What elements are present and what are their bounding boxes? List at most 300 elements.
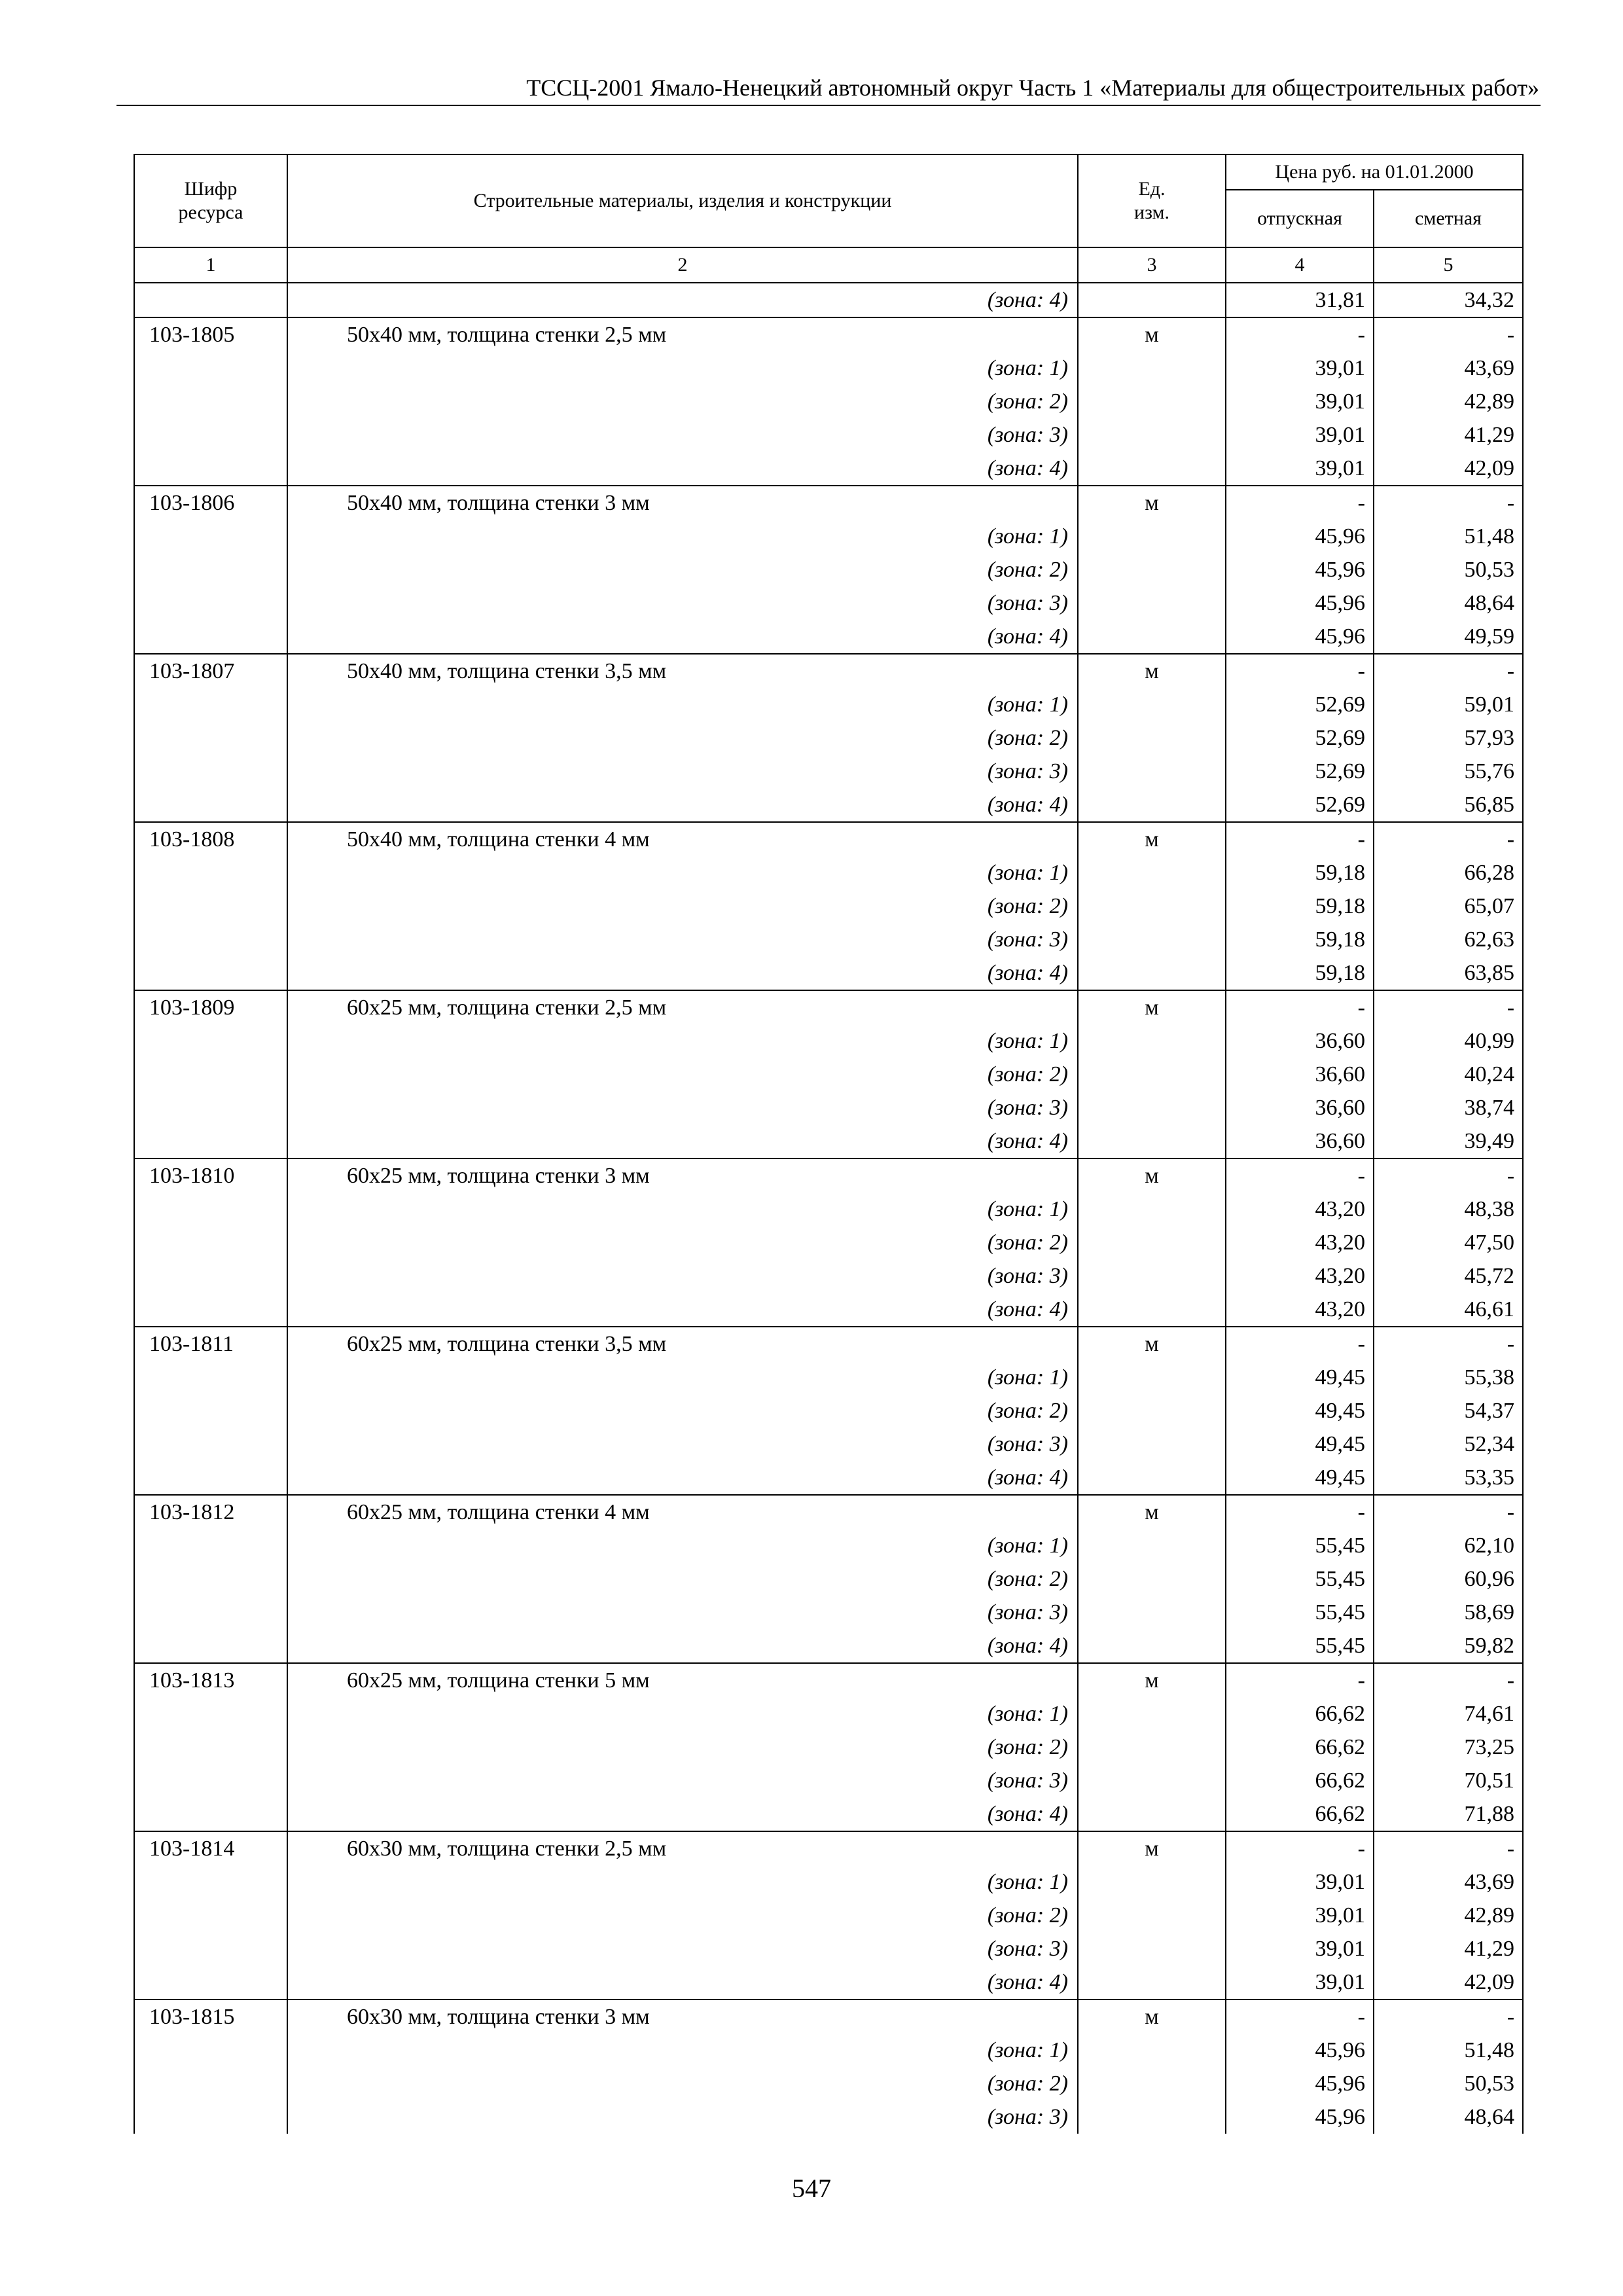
table-row: [134, 990, 1523, 1024]
resource-code-cell: [134, 1697, 287, 1731]
zone-label: (зона: 4): [287, 956, 1078, 990]
resource-code-cell: [134, 1427, 287, 1461]
zone-label: (зона: 1): [287, 1361, 1078, 1394]
zone-label: (зона: 4): [287, 452, 1078, 486]
table-row: [134, 1731, 1523, 1764]
release-price: 45,96: [1226, 553, 1374, 586]
resource-code-cell: [134, 1259, 287, 1293]
release-price: 49,45: [1226, 1361, 1374, 1394]
release-price: -: [1226, 486, 1374, 520]
unit-cell: [1078, 956, 1226, 990]
unit-cell: [1078, 1427, 1226, 1461]
unit-cell: [1078, 1024, 1226, 1058]
resource-code-cell: [134, 1024, 287, 1058]
col-header-release: отпускная: [1226, 190, 1374, 247]
unit-cell: м: [1078, 2000, 1226, 2034]
release-price: 39,01: [1226, 418, 1374, 452]
estimate-price: 58,69: [1374, 1596, 1523, 1629]
release-price: 45,96: [1226, 2100, 1374, 2134]
resource-code: 103-1805: [134, 317, 287, 351]
material-name: 50х40 мм, толщина стенки 4 мм: [287, 822, 1078, 856]
table-body: [134, 283, 1523, 2134]
zone-label: (зона: 2): [287, 1058, 1078, 1091]
zone-label: (зона: 4): [287, 788, 1078, 822]
estimate-price: -: [1374, 654, 1523, 688]
table-row: [134, 1965, 1523, 2000]
table-row: [134, 1562, 1523, 1596]
release-price: 36,60: [1226, 1058, 1374, 1091]
estimate-price: 43,69: [1374, 1865, 1523, 1899]
zone-label: (зона: 1): [287, 1865, 1078, 1899]
unit-cell: [1078, 788, 1226, 822]
release-price: 43,20: [1226, 1193, 1374, 1226]
release-price: 66,62: [1226, 1731, 1374, 1764]
table-row: [134, 1259, 1523, 1293]
unit-cell: [1078, 1461, 1226, 1495]
unit-cell: [1078, 1226, 1226, 1259]
estimate-price: 51,48: [1374, 2034, 1523, 2067]
unit-cell: [1078, 1596, 1226, 1629]
estimate-price: 42,89: [1374, 385, 1523, 418]
release-price: 39,01: [1226, 452, 1374, 486]
col-header-unit: Ед. изм.: [1078, 154, 1226, 247]
estimate-price: 62,63: [1374, 923, 1523, 956]
estimate-price: 66,28: [1374, 856, 1523, 889]
table-row: [134, 283, 1523, 317]
zone-label: (зона: 4): [287, 620, 1078, 654]
zone-label: (зона: 2): [287, 1394, 1078, 1427]
resource-code-cell: [134, 1562, 287, 1596]
col-number-4: 4: [1226, 247, 1374, 283]
zone-label: (зона: 1): [287, 1697, 1078, 1731]
release-price: 43,20: [1226, 1293, 1374, 1327]
zone-label: (зона: 3): [287, 1932, 1078, 1965]
estimate-price: 38,74: [1374, 1091, 1523, 1124]
release-price: 52,69: [1226, 721, 1374, 755]
estimate-price: 50,53: [1374, 553, 1523, 586]
unit-cell: [1078, 1797, 1226, 1831]
table-row: [134, 1831, 1523, 1865]
resource-code-cell: [134, 1797, 287, 1831]
unit-cell: [1078, 620, 1226, 654]
resource-code: 103-1811: [134, 1327, 287, 1361]
table-row: [134, 1461, 1523, 1495]
release-price: -: [1226, 1158, 1374, 1193]
unit-cell: [1078, 755, 1226, 788]
release-price: 66,62: [1226, 1764, 1374, 1797]
resource-code: 103-1806: [134, 486, 287, 520]
table-row: [134, 1663, 1523, 1697]
unit-cell: [1078, 1259, 1226, 1293]
estimate-price: 62,10: [1374, 1529, 1523, 1562]
estimate-price: -: [1374, 1495, 1523, 1529]
estimate-price: -: [1374, 1158, 1523, 1193]
estimate-price: 59,01: [1374, 688, 1523, 721]
table-row: [134, 317, 1523, 351]
estimate-price: 48,64: [1374, 2100, 1523, 2134]
table-row: [134, 452, 1523, 486]
estimate-price: 48,38: [1374, 1193, 1523, 1226]
table-row: [134, 385, 1523, 418]
resource-code-cell: [134, 620, 287, 654]
table-row: [134, 688, 1523, 721]
zone-label: (зона: 2): [287, 385, 1078, 418]
resource-code-cell: [134, 1193, 287, 1226]
release-price: 49,45: [1226, 1394, 1374, 1427]
estimate-price: 65,07: [1374, 889, 1523, 923]
resource-code: 103-1813: [134, 1663, 287, 1697]
zone-label: (зона: 2): [287, 1562, 1078, 1596]
resource-code-cell: [134, 1629, 287, 1663]
release-price: -: [1226, 1831, 1374, 1865]
release-price: 43,20: [1226, 1226, 1374, 1259]
unit-cell: [1078, 586, 1226, 620]
table-row: [134, 351, 1523, 385]
unit-cell: [1078, 385, 1226, 418]
material-name: 60х25 мм, толщина стенки 3,5 мм: [287, 1327, 1078, 1361]
release-price: 66,62: [1226, 1797, 1374, 1831]
release-price: -: [1226, 990, 1374, 1024]
release-price: 49,45: [1226, 1427, 1374, 1461]
release-price: 66,62: [1226, 1697, 1374, 1731]
unit-cell: м: [1078, 1495, 1226, 1529]
resource-code: 103-1808: [134, 822, 287, 856]
resource-code-cell: [134, 351, 287, 385]
unit-cell: [1078, 418, 1226, 452]
zone-label: (зона: 3): [287, 1259, 1078, 1293]
price-table: [134, 154, 1524, 2134]
unit-cell: [1078, 283, 1226, 317]
zone-label: (зона: 3): [287, 923, 1078, 956]
estimate-price: 51,48: [1374, 520, 1523, 553]
unit-cell: [1078, 2067, 1226, 2100]
zone-label: (зона: 4): [287, 1629, 1078, 1663]
table-row: [134, 788, 1523, 822]
table-row: [134, 486, 1523, 520]
resource-code-cell: [134, 1124, 287, 1158]
unit-cell: [1078, 1562, 1226, 1596]
resource-code: 103-1814: [134, 1831, 287, 1865]
zone-label: (зона: 4): [287, 283, 1078, 317]
material-name: 50х40 мм, толщина стенки 3 мм: [287, 486, 1078, 520]
zone-label: (зона: 4): [287, 1293, 1078, 1327]
material-name: 60х25 мм, толщина стенки 3 мм: [287, 1158, 1078, 1193]
estimate-price: 40,24: [1374, 1058, 1523, 1091]
unit-cell: [1078, 2034, 1226, 2067]
material-name: 60х25 мм, толщина стенки 5 мм: [287, 1663, 1078, 1697]
estimate-price: -: [1374, 822, 1523, 856]
unit-cell: [1078, 1193, 1226, 1226]
table-row: [134, 1596, 1523, 1629]
estimate-price: 70,51: [1374, 1764, 1523, 1797]
resource-code-cell: [134, 755, 287, 788]
table-row: [134, 1293, 1523, 1327]
unit-cell: [1078, 1764, 1226, 1797]
zone-label: (зона: 3): [287, 418, 1078, 452]
col-number-1: 1: [134, 247, 287, 283]
table-row: [134, 1327, 1523, 1361]
table-row: [134, 1529, 1523, 1562]
release-price: 59,18: [1226, 923, 1374, 956]
resource-code-cell: [134, 2067, 287, 2100]
resource-code: 103-1810: [134, 1158, 287, 1193]
resource-code-cell: [134, 1058, 287, 1091]
resource-code-cell: [134, 452, 287, 486]
zone-label: (зона: 2): [287, 889, 1078, 923]
release-price: 55,45: [1226, 1529, 1374, 1562]
zone-label: (зона: 2): [287, 1226, 1078, 1259]
estimate-price: 56,85: [1374, 788, 1523, 822]
zone-label: (зона: 1): [287, 520, 1078, 553]
release-price: 43,20: [1226, 1259, 1374, 1293]
table-row: [134, 1427, 1523, 1461]
resource-code-cell: [134, 553, 287, 586]
unit-cell: [1078, 1865, 1226, 1899]
table-row: [134, 654, 1523, 688]
zone-label: (зона: 4): [287, 1124, 1078, 1158]
release-price: 39,01: [1226, 385, 1374, 418]
zone-label: (зона: 2): [287, 2067, 1078, 2100]
release-price: 39,01: [1226, 1965, 1374, 2000]
estimate-price: 73,25: [1374, 1731, 1523, 1764]
release-price: -: [1226, 1663, 1374, 1697]
estimate-price: 41,29: [1374, 1932, 1523, 1965]
release-price: -: [1226, 2000, 1374, 2034]
release-price: 52,69: [1226, 755, 1374, 788]
zone-label: (зона: 3): [287, 586, 1078, 620]
table-row: [134, 1865, 1523, 1899]
resource-code: 103-1807: [134, 654, 287, 688]
table-row: [134, 520, 1523, 553]
release-price: 39,01: [1226, 1899, 1374, 1932]
estimate-price: 57,93: [1374, 721, 1523, 755]
resource-code: 103-1809: [134, 990, 287, 1024]
release-price: 39,01: [1226, 1865, 1374, 1899]
estimate-price: 59,82: [1374, 1629, 1523, 1663]
estimate-price: -: [1374, 317, 1523, 351]
table-row: [134, 755, 1523, 788]
estimate-price: 46,61: [1374, 1293, 1523, 1327]
estimate-price: 34,32: [1374, 283, 1523, 317]
resource-code-cell: [134, 1394, 287, 1427]
release-price: -: [1226, 317, 1374, 351]
unit-cell: м: [1078, 654, 1226, 688]
zone-label: (зона: 1): [287, 351, 1078, 385]
resource-code-cell: [134, 856, 287, 889]
resource-code-cell: [134, 385, 287, 418]
release-price: -: [1226, 654, 1374, 688]
release-price: -: [1226, 1327, 1374, 1361]
estimate-price: -: [1374, 1327, 1523, 1361]
unit-cell: [1078, 1731, 1226, 1764]
estimate-price: 48,64: [1374, 586, 1523, 620]
unit-cell: [1078, 1529, 1226, 1562]
estimate-price: 42,09: [1374, 452, 1523, 486]
zone-label: (зона: 1): [287, 856, 1078, 889]
release-price: 55,45: [1226, 1629, 1374, 1663]
resource-code-cell: [134, 688, 287, 721]
estimate-price: 53,35: [1374, 1461, 1523, 1495]
unit-cell: м: [1078, 822, 1226, 856]
resource-code-cell: [134, 1965, 287, 2000]
col-header-estimate: сметная: [1374, 190, 1523, 247]
estimate-price: 45,72: [1374, 1259, 1523, 1293]
table-row: [134, 1024, 1523, 1058]
zone-label: (зона: 4): [287, 1965, 1078, 2000]
zone-label: (зона: 2): [287, 1731, 1078, 1764]
estimate-price: -: [1374, 1831, 1523, 1865]
estimate-price: 55,76: [1374, 755, 1523, 788]
estimate-price: 42,89: [1374, 1899, 1523, 1932]
zone-label: (зона: 2): [287, 721, 1078, 755]
table-row: [134, 553, 1523, 586]
unit-cell: м: [1078, 1158, 1226, 1193]
estimate-price: 63,85: [1374, 956, 1523, 990]
table-row: [134, 1394, 1523, 1427]
zone-label: (зона: 3): [287, 1764, 1078, 1797]
col-header-name: Строительные материалы, изделия и конструкции: [287, 154, 1078, 247]
unit-cell: [1078, 1293, 1226, 1327]
zone-label: (зона: 1): [287, 1529, 1078, 1562]
release-price: 36,60: [1226, 1124, 1374, 1158]
unit-cell: [1078, 688, 1226, 721]
running-header: ТССЦ-2001 Ямало-Ненецкий автономный округ Часть 1 «Материалы для общестроительных работ»: [526, 75, 1539, 101]
estimate-price: -: [1374, 2000, 1523, 2034]
resource-code-cell: [134, 923, 287, 956]
unit-cell: м: [1078, 1831, 1226, 1865]
col-header-code: Шифр ресурса: [134, 154, 287, 247]
resource-code-cell: [134, 1899, 287, 1932]
table-row: [134, 1899, 1523, 1932]
table-row: [134, 620, 1523, 654]
resource-code-cell: [134, 1932, 287, 1965]
release-price: 36,60: [1226, 1091, 1374, 1124]
material-name: 50х40 мм, толщина стенки 3,5 мм: [287, 654, 1078, 688]
unit-cell: [1078, 1394, 1226, 1427]
estimate-price: 74,61: [1374, 1697, 1523, 1731]
resource-code-cell: [134, 1596, 287, 1629]
zone-label: (зона: 3): [287, 1091, 1078, 1124]
release-price: 45,96: [1226, 2034, 1374, 2067]
unit-cell: [1078, 351, 1226, 385]
release-price: 59,18: [1226, 889, 1374, 923]
table-row: [134, 1932, 1523, 1965]
resource-code-cell: [134, 1226, 287, 1259]
table-row: [134, 418, 1523, 452]
col-number-5: 5: [1374, 247, 1523, 283]
estimate-price: 47,50: [1374, 1226, 1523, 1259]
table-row: [134, 1058, 1523, 1091]
table-row: [134, 889, 1523, 923]
unit-cell: [1078, 2100, 1226, 2134]
col-number-3: 3: [1078, 247, 1226, 283]
zone-label: (зона: 3): [287, 1427, 1078, 1461]
unit-cell: [1078, 553, 1226, 586]
release-price: 45,96: [1226, 586, 1374, 620]
material-name: 60х30 мм, толщина стенки 2,5 мм: [287, 1831, 1078, 1865]
zone-label: (зона: 3): [287, 1596, 1078, 1629]
estimate-price: 49,59: [1374, 620, 1523, 654]
release-price: -: [1226, 1495, 1374, 1529]
unit-cell: [1078, 1361, 1226, 1394]
resource-code-cell: [134, 520, 287, 553]
resource-code-cell: [134, 2034, 287, 2067]
estimate-price: 54,37: [1374, 1394, 1523, 1427]
table-row: [134, 2067, 1523, 2100]
zone-label: (зона: 1): [287, 1193, 1078, 1226]
release-price: 31,81: [1226, 283, 1374, 317]
zone-label: (зона: 2): [287, 1899, 1078, 1932]
resource-code-cell: [134, 889, 287, 923]
table-row: [134, 923, 1523, 956]
table-row: [134, 1697, 1523, 1731]
release-price: 39,01: [1226, 1932, 1374, 1965]
estimate-price: -: [1374, 1663, 1523, 1697]
unit-cell: [1078, 452, 1226, 486]
resource-code-cell: [134, 2100, 287, 2134]
unit-cell: м: [1078, 1663, 1226, 1697]
release-price: 59,18: [1226, 956, 1374, 990]
page-number: 547: [792, 2174, 831, 2203]
estimate-price: 55,38: [1374, 1361, 1523, 1394]
estimate-price: 60,96: [1374, 1562, 1523, 1596]
material-name: 60х25 мм, толщина стенки 2,5 мм: [287, 990, 1078, 1024]
estimate-price: 39,49: [1374, 1124, 1523, 1158]
table-row: [134, 586, 1523, 620]
resource-code-cell: [134, 1764, 287, 1797]
unit-cell: [1078, 1091, 1226, 1124]
table-row: [134, 1158, 1523, 1193]
table-row: [134, 1193, 1523, 1226]
release-price: 55,45: [1226, 1596, 1374, 1629]
unit-cell: [1078, 520, 1226, 553]
unit-cell: [1078, 1697, 1226, 1731]
unit-cell: [1078, 1932, 1226, 1965]
resource-code-cell: [134, 956, 287, 990]
resource-code-cell: [134, 788, 287, 822]
release-price: 45,96: [1226, 620, 1374, 654]
resource-code-cell: [134, 1293, 287, 1327]
estimate-price: 50,53: [1374, 2067, 1523, 2100]
table-row: [134, 1361, 1523, 1394]
unit-cell: м: [1078, 317, 1226, 351]
resource-code-cell: [134, 418, 287, 452]
col-number-2: 2: [287, 247, 1078, 283]
zone-label: (зона: 3): [287, 755, 1078, 788]
resource-code-cell: [134, 721, 287, 755]
table-row: [134, 1495, 1523, 1529]
unit-cell: м: [1078, 486, 1226, 520]
zone-label: (зона: 1): [287, 2034, 1078, 2067]
unit-cell: [1078, 1124, 1226, 1158]
table-row: [134, 1797, 1523, 1831]
table-row: [134, 1226, 1523, 1259]
unit-cell: [1078, 1629, 1226, 1663]
table-row: [134, 2000, 1523, 2034]
table-row: [134, 856, 1523, 889]
table-row: [134, 822, 1523, 856]
zone-label: (зона: 2): [287, 553, 1078, 586]
unit-cell: [1078, 856, 1226, 889]
unit-cell: [1078, 1965, 1226, 2000]
material-name: 50х40 мм, толщина стенки 2,5 мм: [287, 317, 1078, 351]
zone-label: (зона: 1): [287, 1024, 1078, 1058]
estimate-price: 71,88: [1374, 1797, 1523, 1831]
release-price: 45,96: [1226, 2067, 1374, 2100]
resource-code: 103-1815: [134, 2000, 287, 2034]
estimate-price: 43,69: [1374, 351, 1523, 385]
release-price: 55,45: [1226, 1562, 1374, 1596]
